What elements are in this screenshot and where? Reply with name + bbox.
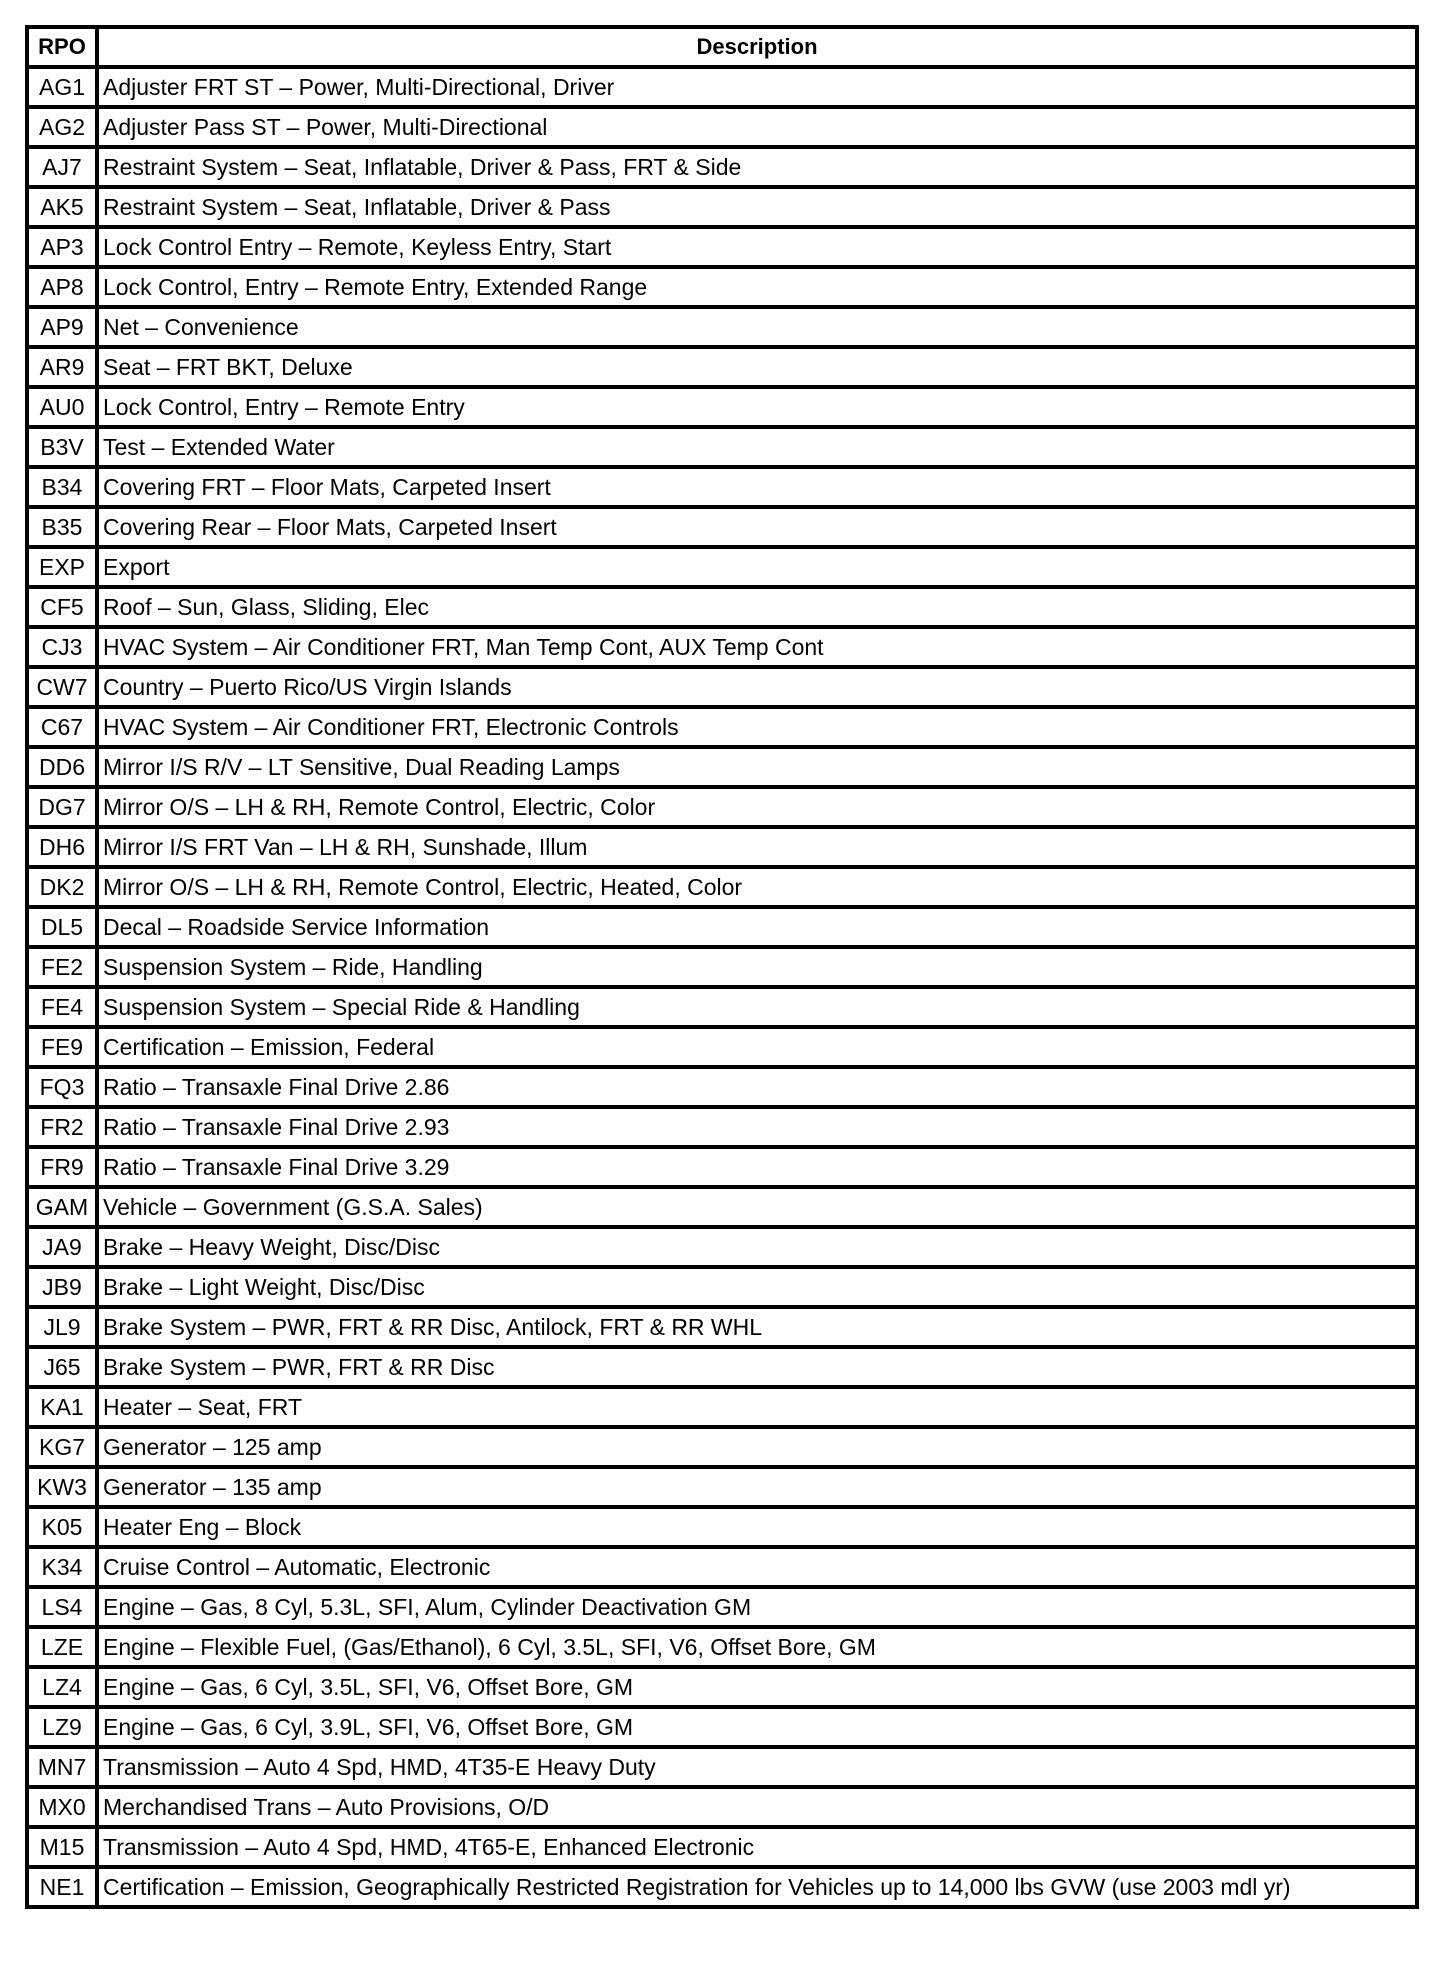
rpo-code-cell: C67 — [29, 709, 99, 749]
description-cell: Ratio – Transaxle Final Drive 3.29 — [99, 1149, 1419, 1189]
rpo-code-cell: J65 — [29, 1349, 99, 1389]
table-row — [29, 1869, 1419, 1909]
table-row — [29, 389, 1419, 429]
description-cell: Engine – Flexible Fuel, (Gas/Ethanol), 6 Cyl, 3.5L, SFI, V6, Offset Bore, GM — [99, 1629, 1419, 1669]
table-row — [29, 1789, 1419, 1829]
table-row — [29, 1269, 1419, 1309]
table-row — [29, 1069, 1419, 1109]
rpo-code-cell: B3V — [29, 429, 99, 469]
description-cell: Covering FRT – Floor Mats, Carpeted Insert — [99, 469, 1419, 509]
rpo-code-cell: AG2 — [29, 109, 99, 149]
table-row — [29, 269, 1419, 309]
table-row — [29, 1429, 1419, 1469]
description-cell: Generator – 135 amp — [99, 1469, 1419, 1509]
rpo-code-cell: DD6 — [29, 749, 99, 789]
rpo-code-cell: B34 — [29, 469, 99, 509]
table-row — [29, 1549, 1419, 1589]
table-row — [29, 669, 1419, 709]
table-row — [29, 1509, 1419, 1549]
description-cell: Suspension System – Special Ride & Handling — [99, 989, 1419, 1029]
rpo-code-cell: LZ9 — [29, 1709, 99, 1749]
description-cell: Brake – Heavy Weight, Disc/Disc — [99, 1229, 1419, 1269]
description-cell: Lock Control Entry – Remote, Keyless Entry, Start — [99, 229, 1419, 269]
description-cell: Restraint System – Seat, Inflatable, Driver & Pass, FRT & Side — [99, 149, 1419, 189]
description-cell: Mirror I/S R/V – LT Sensitive, Dual Reading Lamps — [99, 749, 1419, 789]
rpo-code-cell: EXP — [29, 549, 99, 589]
table-row — [29, 989, 1419, 1029]
table-row — [29, 909, 1419, 949]
description-cell: Brake System – PWR, FRT & RR Disc, Antilock, FRT & RR WHL — [99, 1309, 1419, 1349]
rpo-code-cell: DL5 — [29, 909, 99, 949]
description-cell: Mirror O/S – LH & RH, Remote Control, Electric, Heated, Color — [99, 869, 1419, 909]
table-row — [29, 1749, 1419, 1789]
rpo-code-cell: KG7 — [29, 1429, 99, 1469]
table-row — [29, 509, 1419, 549]
rpo-code-cell: AR9 — [29, 349, 99, 389]
rpo-code-cell: FQ3 — [29, 1069, 99, 1109]
rpo-code-cell: AP8 — [29, 269, 99, 309]
description-cell: Lock Control, Entry – Remote Entry, Extended Range — [99, 269, 1419, 309]
table-row — [29, 589, 1419, 629]
table-row — [29, 69, 1419, 109]
table-row — [29, 629, 1419, 669]
rpo-code-cell: KW3 — [29, 1469, 99, 1509]
description-cell: Certification – Emission, Geographically Restricted Registration for Vehicles up to 14,000 lbs GVW (use 2003 mdl yr) — [99, 1869, 1419, 1909]
description-cell: Covering Rear – Floor Mats, Carpeted Insert — [99, 509, 1419, 549]
description-cell: Decal – Roadside Service Information — [99, 909, 1419, 949]
rpo-code-cell: FR9 — [29, 1149, 99, 1189]
table-row — [29, 1829, 1419, 1869]
description-cell: Adjuster FRT ST – Power, Multi-Directional, Driver — [99, 69, 1419, 109]
rpo-code-cell: GAM — [29, 1189, 99, 1229]
table-row — [29, 229, 1419, 269]
description-cell: Heater Eng – Block — [99, 1509, 1419, 1549]
description-cell: Adjuster Pass ST – Power, Multi-Directional — [99, 109, 1419, 149]
description-cell: Generator – 125 amp — [99, 1429, 1419, 1469]
rpo-code-cell: FE9 — [29, 1029, 99, 1069]
table-row — [29, 1389, 1419, 1429]
description-cell: Cruise Control – Automatic, Electronic — [99, 1549, 1419, 1589]
rpo-code-cell: AG1 — [29, 69, 99, 109]
rpo-code-cell: LS4 — [29, 1589, 99, 1629]
description-cell: HVAC System – Air Conditioner FRT, Man Temp Cont, AUX Temp Cont — [99, 629, 1419, 669]
rpo-code-cell: KA1 — [29, 1389, 99, 1429]
rpo-code-cell: CF5 — [29, 589, 99, 629]
description-cell: Country – Puerto Rico/US Virgin Islands — [99, 669, 1419, 709]
description-cell: Net – Convenience — [99, 309, 1419, 349]
description-cell: Engine – Gas, 8 Cyl, 5.3L, SFI, Alum, Cylinder Deactivation GM — [99, 1589, 1419, 1629]
description-cell: Transmission – Auto 4 Spd, HMD, 4T35-E Heavy Duty — [99, 1749, 1419, 1789]
table-row — [29, 1189, 1419, 1229]
table-row — [29, 749, 1419, 789]
table-row — [29, 709, 1419, 749]
rpo-code-cell: LZE — [29, 1629, 99, 1669]
description-cell: Heater – Seat, FRT — [99, 1389, 1419, 1429]
table-row — [29, 1109, 1419, 1149]
table-row — [29, 1229, 1419, 1269]
table-body — [29, 69, 1419, 1909]
rpo-code-cell: CJ3 — [29, 629, 99, 669]
table-row — [29, 549, 1419, 589]
description-cell: Suspension System – Ride, Handling — [99, 949, 1419, 989]
description-cell: Engine – Gas, 6 Cyl, 3.5L, SFI, V6, Offset Bore, GM — [99, 1669, 1419, 1709]
table-row — [29, 1669, 1419, 1709]
table-row — [29, 309, 1419, 349]
description-cell: Brake System – PWR, FRT & RR Disc — [99, 1349, 1419, 1389]
rpo-code-cell: K34 — [29, 1549, 99, 1589]
description-cell: Seat – FRT BKT, Deluxe — [99, 349, 1419, 389]
description-cell: Transmission – Auto 4 Spd, HMD, 4T65-E, Enhanced Electronic — [99, 1829, 1419, 1869]
rpo-code-cell: M15 — [29, 1829, 99, 1869]
description-cell: Merchandised Trans – Auto Provisions, O/D — [99, 1789, 1419, 1829]
table-row — [29, 349, 1419, 389]
rpo-code-cell: JB9 — [29, 1269, 99, 1309]
description-cell: Mirror I/S FRT Van – LH & RH, Sunshade, Illum — [99, 829, 1419, 869]
description-cell: Certification – Emission, Federal — [99, 1029, 1419, 1069]
rpo-code-cell: AP3 — [29, 229, 99, 269]
table-row — [29, 469, 1419, 509]
rpo-code-cell: MN7 — [29, 1749, 99, 1789]
description-cell: Lock Control, Entry – Remote Entry — [99, 389, 1419, 429]
description-cell: Brake – Light Weight, Disc/Disc — [99, 1269, 1419, 1309]
rpo-code-cell: CW7 — [29, 669, 99, 709]
description-cell: Engine – Gas, 6 Cyl, 3.9L, SFI, V6, Offset Bore, GM — [99, 1709, 1419, 1749]
table-row — [29, 1709, 1419, 1749]
rpo-code-cell: NE1 — [29, 1869, 99, 1909]
description-cell: Mirror O/S – LH & RH, Remote Control, Electric, Color — [99, 789, 1419, 829]
table-row — [29, 869, 1419, 909]
rpo-code-cell: FR2 — [29, 1109, 99, 1149]
rpo-table — [25, 25, 1419, 1909]
description-cell: Roof – Sun, Glass, Sliding, Elec — [99, 589, 1419, 629]
table-row — [29, 1149, 1419, 1189]
header-row — [29, 29, 1419, 69]
rpo-code-cell: LZ4 — [29, 1669, 99, 1709]
description-cell: Restraint System – Seat, Inflatable, Driver & Pass — [99, 189, 1419, 229]
description-cell: Ratio – Transaxle Final Drive 2.93 — [99, 1109, 1419, 1149]
table-row — [29, 1629, 1419, 1669]
rpo-code-cell: DK2 — [29, 869, 99, 909]
column-header-rpo: RPO — [29, 29, 99, 69]
rpo-code-cell: AK5 — [29, 189, 99, 229]
table-row — [29, 1349, 1419, 1389]
table-row — [29, 789, 1419, 829]
table-row — [29, 1469, 1419, 1509]
column-header-description: Description — [99, 29, 1419, 69]
table-row — [29, 109, 1419, 149]
table-row — [29, 949, 1419, 989]
rpo-code-cell: AJ7 — [29, 149, 99, 189]
rpo-code-cell: K05 — [29, 1509, 99, 1549]
table-header — [29, 29, 1419, 69]
rpo-code-cell: FE2 — [29, 949, 99, 989]
table-row — [29, 1029, 1419, 1069]
description-cell: Vehicle – Government (G.S.A. Sales) — [99, 1189, 1419, 1229]
rpo-code-cell: FE4 — [29, 989, 99, 1029]
description-cell: Ratio – Transaxle Final Drive 2.86 — [99, 1069, 1419, 1109]
description-cell: Test – Extended Water — [99, 429, 1419, 469]
rpo-code-cell: JL9 — [29, 1309, 99, 1349]
description-cell: Export — [99, 549, 1419, 589]
table-row — [29, 1589, 1419, 1629]
table-row — [29, 149, 1419, 189]
rpo-code-cell: DG7 — [29, 789, 99, 829]
rpo-code-cell: MX0 — [29, 1789, 99, 1829]
table-row — [29, 429, 1419, 469]
rpo-code-cell: DH6 — [29, 829, 99, 869]
rpo-code-cell: AP9 — [29, 309, 99, 349]
table-row — [29, 1309, 1419, 1349]
rpo-code-cell: AU0 — [29, 389, 99, 429]
rpo-code-cell: B35 — [29, 509, 99, 549]
table-row — [29, 829, 1419, 869]
rpo-code-cell: JA9 — [29, 1229, 99, 1269]
description-cell: HVAC System – Air Conditioner FRT, Electronic Controls — [99, 709, 1419, 749]
table-row — [29, 189, 1419, 229]
